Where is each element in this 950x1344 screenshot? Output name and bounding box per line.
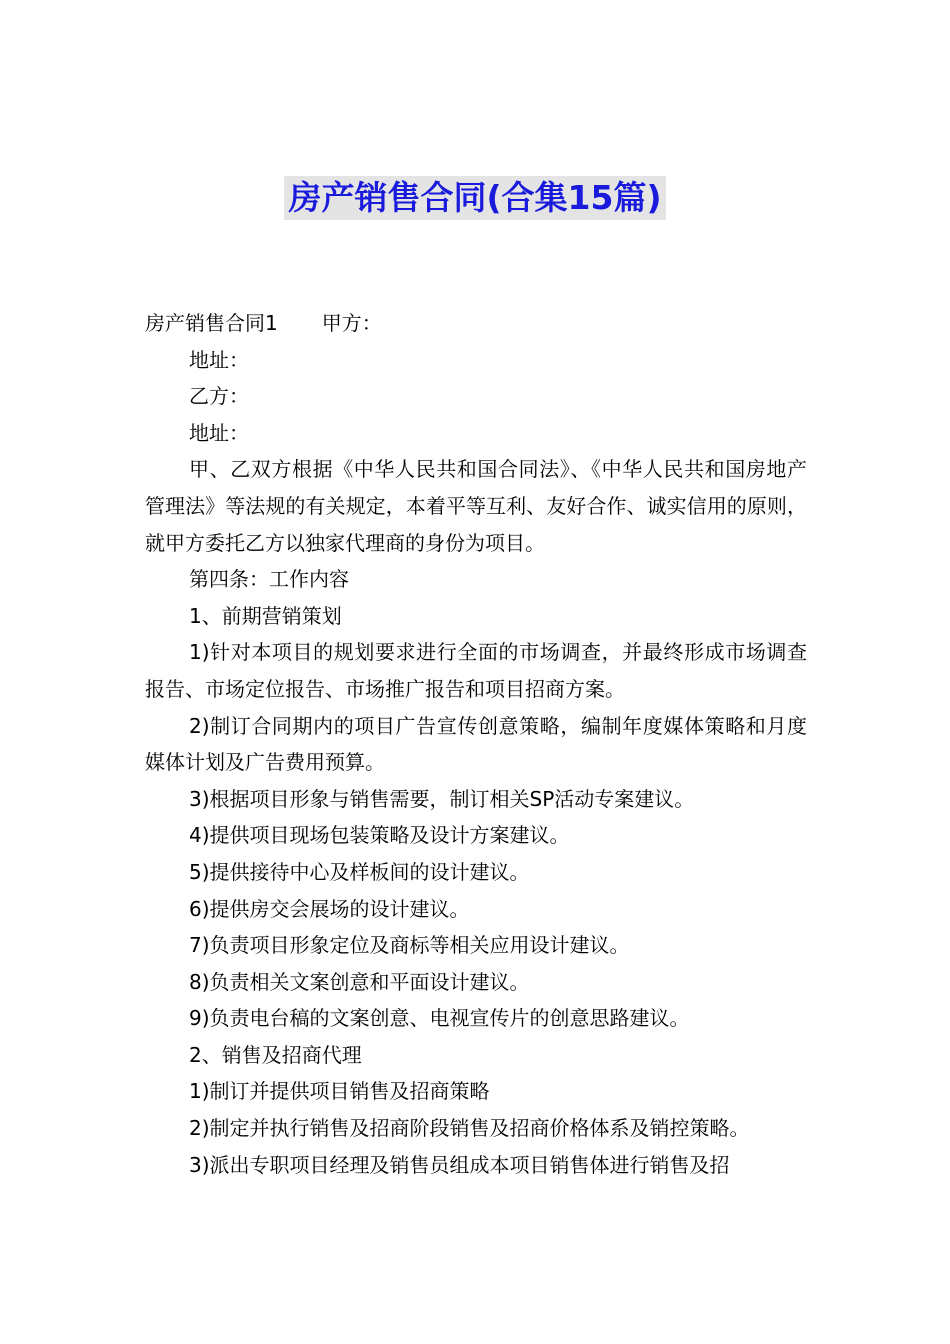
paragraph-item: 1)针对本项目的规划要求进行全面的市场调查，并最终形成市场调查报告、市场定位报告、市场推广报告和项目招商方案。 [145,640,807,701]
paragraph-address-b: 地址： [189,420,249,445]
paragraph-party-b: 乙方： [189,384,249,409]
heading-line [145,305,807,342]
party-a-label: 甲方： [321,311,382,335]
paragraph-item: 3)根据项目形象与销售需要，制订相关SP活动专案建议。 [189,786,695,811]
paragraph-item: 2)制订合同期内的项目广告宣传创意策略，编制年度媒体策略和月度媒体计划及广告费用预算。 [145,713,807,775]
paragraph-item: 5)提供接待中心及样板间的设计建议。 [189,859,530,884]
paragraph-section-1: 1、前期营销策划 [189,603,342,628]
paragraph-item: 7)负责项目形象定位及商标等相关应用设计建议。 [189,933,630,958]
paragraph-item: 1)制订并提供项目销售及招商策略 [189,1079,490,1104]
title-area [0,176,950,220]
paragraph-item: 6)提供房交会展场的设计建议。 [189,896,470,921]
paragraph-section-2: 2、销售及招商代理 [189,1042,362,1067]
paragraph-preamble: 甲、乙双方根据《中华人民共和国合同法》、《中华人民共和国房地产管理法》等法规的有关规定，本着平等互利、友好合作、诚实信用的原则，就甲方委托乙方以独家代理商的身份为项目。 [145,457,807,555]
contract-heading-label: 房产销售合同1 [145,311,278,335]
paragraph-address-a: 地址： [189,347,249,372]
paragraph-item: 8)负责相关文案创意和平面设计建议。 [189,969,530,994]
paragraph-item: 3)派出专职项目经理及销售员组成本项目销售体进行销售及招 [189,1152,730,1177]
paragraph-item: 4)提供项目现场包装策略及设计方案建议。 [189,823,570,848]
paragraph-article-4: 第四条：工作内容 [189,567,349,592]
document-title: 房产销售合同(合集15篇) [284,176,665,220]
paragraph-item: 2)制定并执行销售及招商阶段销售及招商价格体系及销控策略。 [189,1116,750,1141]
paragraph-item: 9)负责电台稿的文案创意、电视宣传片的创意思路建议。 [189,1006,690,1031]
document-body [145,305,807,1183]
